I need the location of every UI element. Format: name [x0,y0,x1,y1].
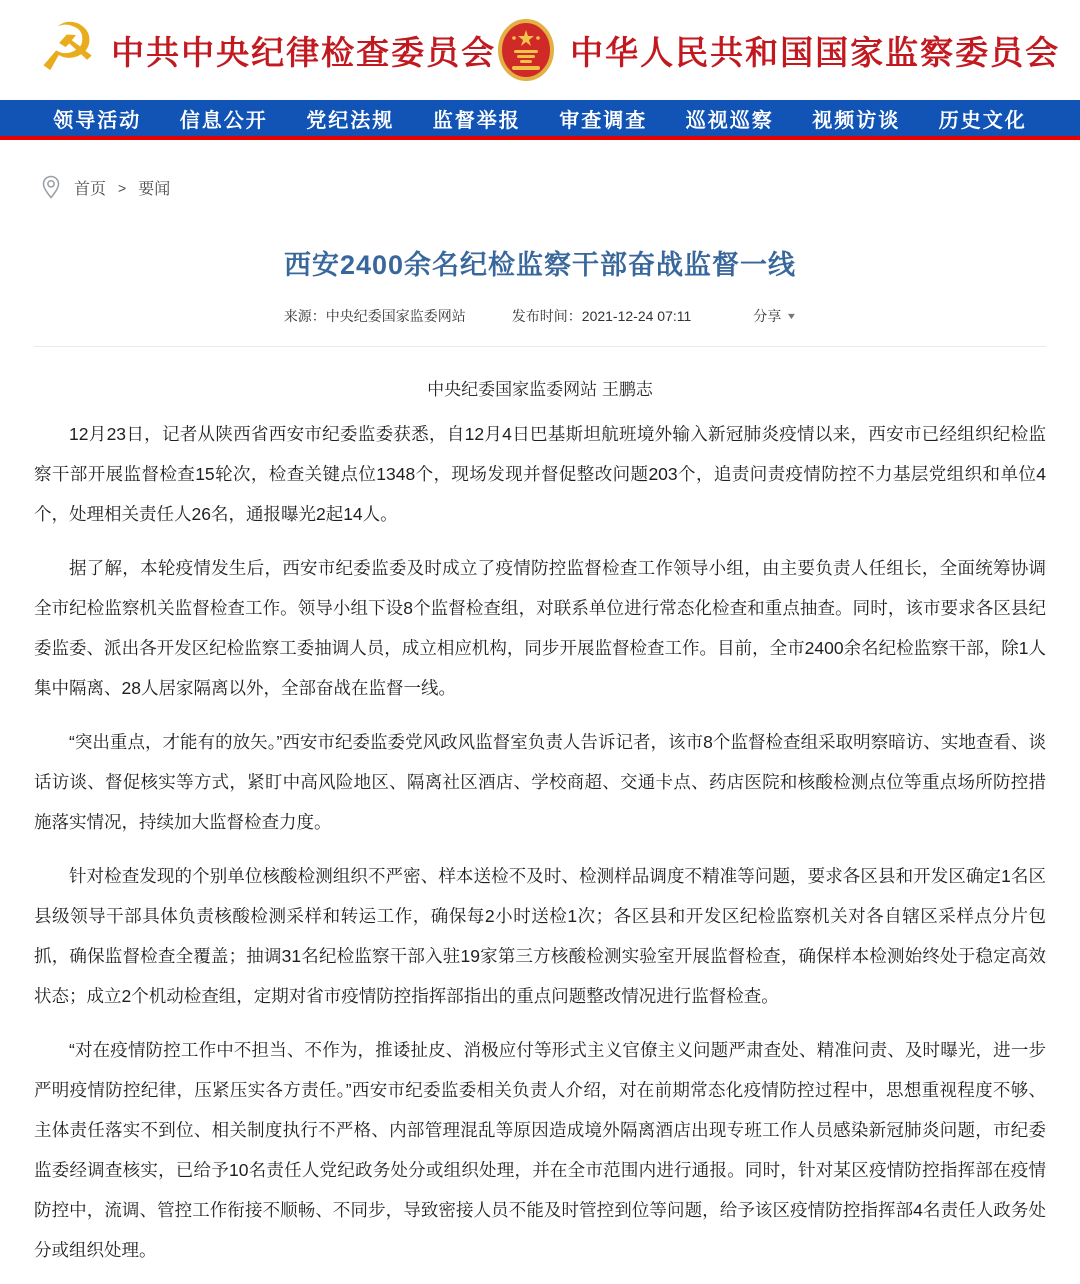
article-paragraph: 针对检查发现的个别单位核酸检测组织不严密、样本送检不及时、检测样品调度不精准等问题，要求各区县和开发区确定1名区县级领导干部具体负责核酸检测采样和转运工作，确保每2小时送检1次；各区县和开发区纪检监察机关对各自辖区采样点分片包抓，确保监督检查全覆盖；抽调31名纪检监察干部入驻19家第三方核酸检测实验室开展监督检查，确保样本检测始终处于稳定高效状态；成立2个机动检查组，定期对省市疫情防控指挥部指出的重点问题整改情况进行监督检查。 [34,866,1046,1006]
nav-item-investigation[interactable]: 审查调查 [559,109,648,132]
brand-nsc-title: 中华人民共和国国家监察委员会 [570,33,1061,71]
article-byline: 中央纪委国家监委网站 王鹏志 [427,380,653,399]
brand-ccdi-title: 中共中央纪律检查委员会 [111,33,497,71]
breadcrumb [0,140,1080,201]
nav-item-history-culture[interactable]: 历史文化 [938,109,1027,132]
breadcrumb-home[interactable]: 首页 [74,181,107,198]
article [34,243,1046,1270]
article-paragraph: 据了解，本轮疫情发生后，西安市纪委监委及时成立了疫情防控监督检查工作领导小组，由主要负责人任组长，全面统筹协调全市纪检监察机关监督检查工作。领导小组下设8个监督检查组，对联系单位进行常态化检查和重点抽查。同时，该市要求各区县纪委监委、派出各开发区纪检监察工委抽调人员，成立相应机构，同步开展监督检查工作。目前，全市2400余名纪检监察干部，除1人集中隔离、28人居家隔离以外，全部奋战在监督一线。 [34,558,1046,698]
article-paragraph: “突出重点，才能有的放矢。”西安市纪委监委党风政风监督室负责人告诉记者，该市8个监督检查组采取明察暗访、实地查看、谈话访谈、督促核实等方式，紧盯中高风险地区、隔离社区酒店、学校商超、交通卡点、药店医院和核酸检测点位等重点场所防控措施落实情况，持续加大监督检查力度。 [34,732,1046,832]
article-meta [34,306,1046,347]
nav-item-inspection-tours[interactable]: 巡视巡察 [685,109,774,132]
party-emblem-icon: ☭ [38,9,98,86]
breadcrumb-current[interactable]: 要闻 [138,181,171,198]
source-value: 中央纪委国家监委网站 [325,308,466,324]
article-paragraph: 12月23日，记者从陕西省西安市纪委监委获悉，自12月4日巴基斯坦航班境外输入新冠肺炎疫情以来，西安市已经组织纪检监察干部开展监督检查15轮次，检查关键点位1348个，现场发现并督促整改问题203个，追责问责疫情防控不力基层党组织和单位4个，处理相关责任人26名，通报曝光2起14人。 [34,424,1046,524]
main-nav [0,100,1080,140]
brand-ccdi[interactable] [38,9,497,86]
source-label: 来源： [283,308,326,324]
nav-item-party-rules[interactable]: 党纪法规 [306,109,395,132]
article-publish-time [512,306,692,326]
page-title: 西安2400余名纪检监察干部奋战监督一线 [283,250,797,280]
nav-item-leader-activities[interactable]: 领导活动 [53,109,142,132]
publish-time-value: 2021-12-24 07:11 [581,308,692,324]
article-source [284,306,466,326]
article-body [34,414,1046,1270]
chevron-down-icon: ▼ [785,311,798,321]
site-header [0,0,1080,100]
nav-item-report[interactable]: 监督举报 [432,109,521,132]
article-paragraph: “对在疫情防控工作中不担当、不作为，推诿扯皮、消极应付等形式主义官僚主义问题严肃查处、精准问责、及时曝光，进一步严明疫情防控纪律，压紧压实各方责任。”西安市纪委监委相关负责人介绍，对在前期常态化疫情防控过程中，思想重视程度不够、主体责任落实不到位、相关制度执行不严格、内部管理混乱等原因造成境外隔离酒店出现专班工作人员感染新冠肺炎问题，市纪委监委经调查核实，已给予10名责任人党纪政务处分或组织处理，并在全市范围内进行通报。同时，针对某区疫情防控指挥部在疫情防控中，流调、管控工作衔接不顺畅、不同步，导致密接人员不能及时管控到位等问题，给予该区疫情防控指挥部4名责任人政务处分或组织处理。 [34,1040,1046,1260]
nav-item-info-disclosure[interactable]: 信息公开 [179,109,268,132]
breadcrumb-separator: > [118,179,127,196]
share-label: 分享 [753,308,782,324]
brand-nsc[interactable] [496,18,1060,82]
national-emblem-icon [496,18,556,82]
location-pin-icon [40,174,62,201]
share-button[interactable] [753,306,796,326]
publish-time-label: 发布时间： [511,308,582,324]
nav-item-video-interviews[interactable]: 视频访谈 [812,109,901,132]
